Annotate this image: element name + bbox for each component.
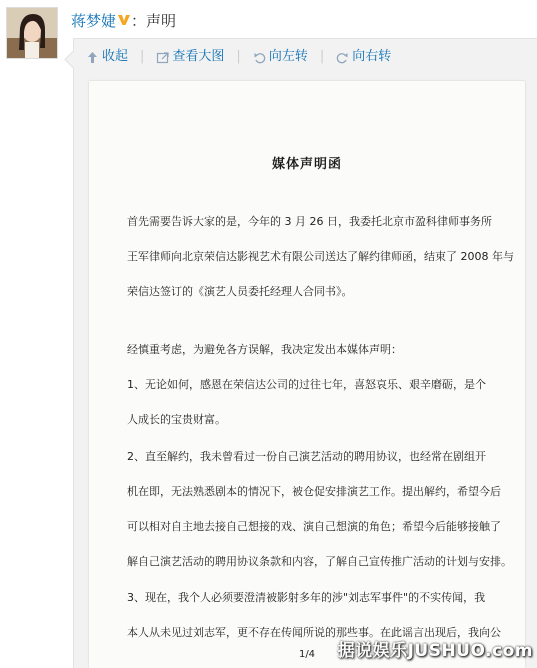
rotate-right-label: 向右转 — [352, 49, 392, 64]
toolbar-divider: | — [140, 49, 145, 64]
view-large-button[interactable] — [156, 48, 224, 66]
media-expanded-panel — [73, 38, 537, 668]
verified-v-icon[interactable] — [117, 12, 131, 26]
document-line: 王军律师向北京荣信达影视艺术有限公司送达了解约律师函，结束了 2008 年与 — [127, 250, 514, 263]
document-line: 2、直至解约，我未曾看过一份自己演艺活动的聘用协议，也经常在剧组开 — [127, 450, 486, 463]
document-line: 3、现在，我个人必须要澄清被影射多年的涉"刘志军事件"的不实传闻，我 — [127, 591, 486, 604]
rotate-right-button[interactable] — [336, 48, 391, 66]
site-watermark: 据说娱乐JUSHUO.com — [337, 641, 533, 661]
title-separator: ： — [131, 12, 147, 30]
avatar-photo — [7, 8, 57, 58]
statement-document — [89, 81, 525, 668]
document-line: 解自己演艺活动的聘用协议条款和内容，了解自己宣传推广活动的计划与安排。 — [127, 555, 512, 568]
collapse-button[interactable] — [86, 48, 128, 66]
document-line: 经慎重考虑，为避免各方误解，我决定发出本媒体声明： — [127, 343, 402, 356]
document-line: 1、无论如何，感恩在荣信达公司的过往七年，喜怒哀乐、艰辛磨砺，是个 — [127, 378, 486, 391]
collapse-arrow-icon — [86, 51, 99, 64]
document-title: 媒体声明函 — [271, 157, 342, 172]
view-large-icon — [156, 51, 169, 64]
statement-image[interactable] — [89, 81, 525, 668]
rotate-left-button[interactable] — [253, 48, 308, 66]
panel-caret — [64, 50, 82, 68]
rotate-left-icon — [253, 51, 266, 64]
rotate-left-label: 向左转 — [268, 49, 308, 64]
document-line: 机在即，无法熟悉剧本的情况下，被仓促安排演艺工作。提出解约，希望今后 — [127, 485, 501, 498]
image-toolbar — [86, 48, 391, 66]
view-large-label: 查看大图 — [172, 49, 225, 64]
document-line: 首先需要告诉大家的是，今年的 3 月 26 日，我委托北京市盈科律师事务所 — [127, 215, 492, 228]
post-header — [71, 11, 176, 31]
toolbar-divider: | — [236, 49, 241, 64]
post-title: 声明 — [146, 12, 177, 30]
avatar[interactable] — [6, 7, 58, 59]
collapse-label: 收起 — [102, 49, 129, 64]
rotate-right-icon — [336, 51, 349, 64]
document-line: 可以相对自主地去接自己想接的戏、演自己想演的角色；希望今后能够接触了 — [127, 520, 501, 533]
page-number: 1/4 — [298, 649, 316, 660]
document-line: 人成长的宝贵财富。 — [127, 413, 226, 426]
toolbar-divider: | — [319, 49, 325, 64]
document-line: 本人从未见过刘志军，更不存在传闻所说的那些事。在此谣言出现后，我向公 — [127, 626, 501, 639]
document-line: 荣信达签订的《演艺人员委托经理人合同书》。 — [127, 285, 353, 298]
author-name[interactable]: 蒋梦婕 — [71, 12, 117, 30]
